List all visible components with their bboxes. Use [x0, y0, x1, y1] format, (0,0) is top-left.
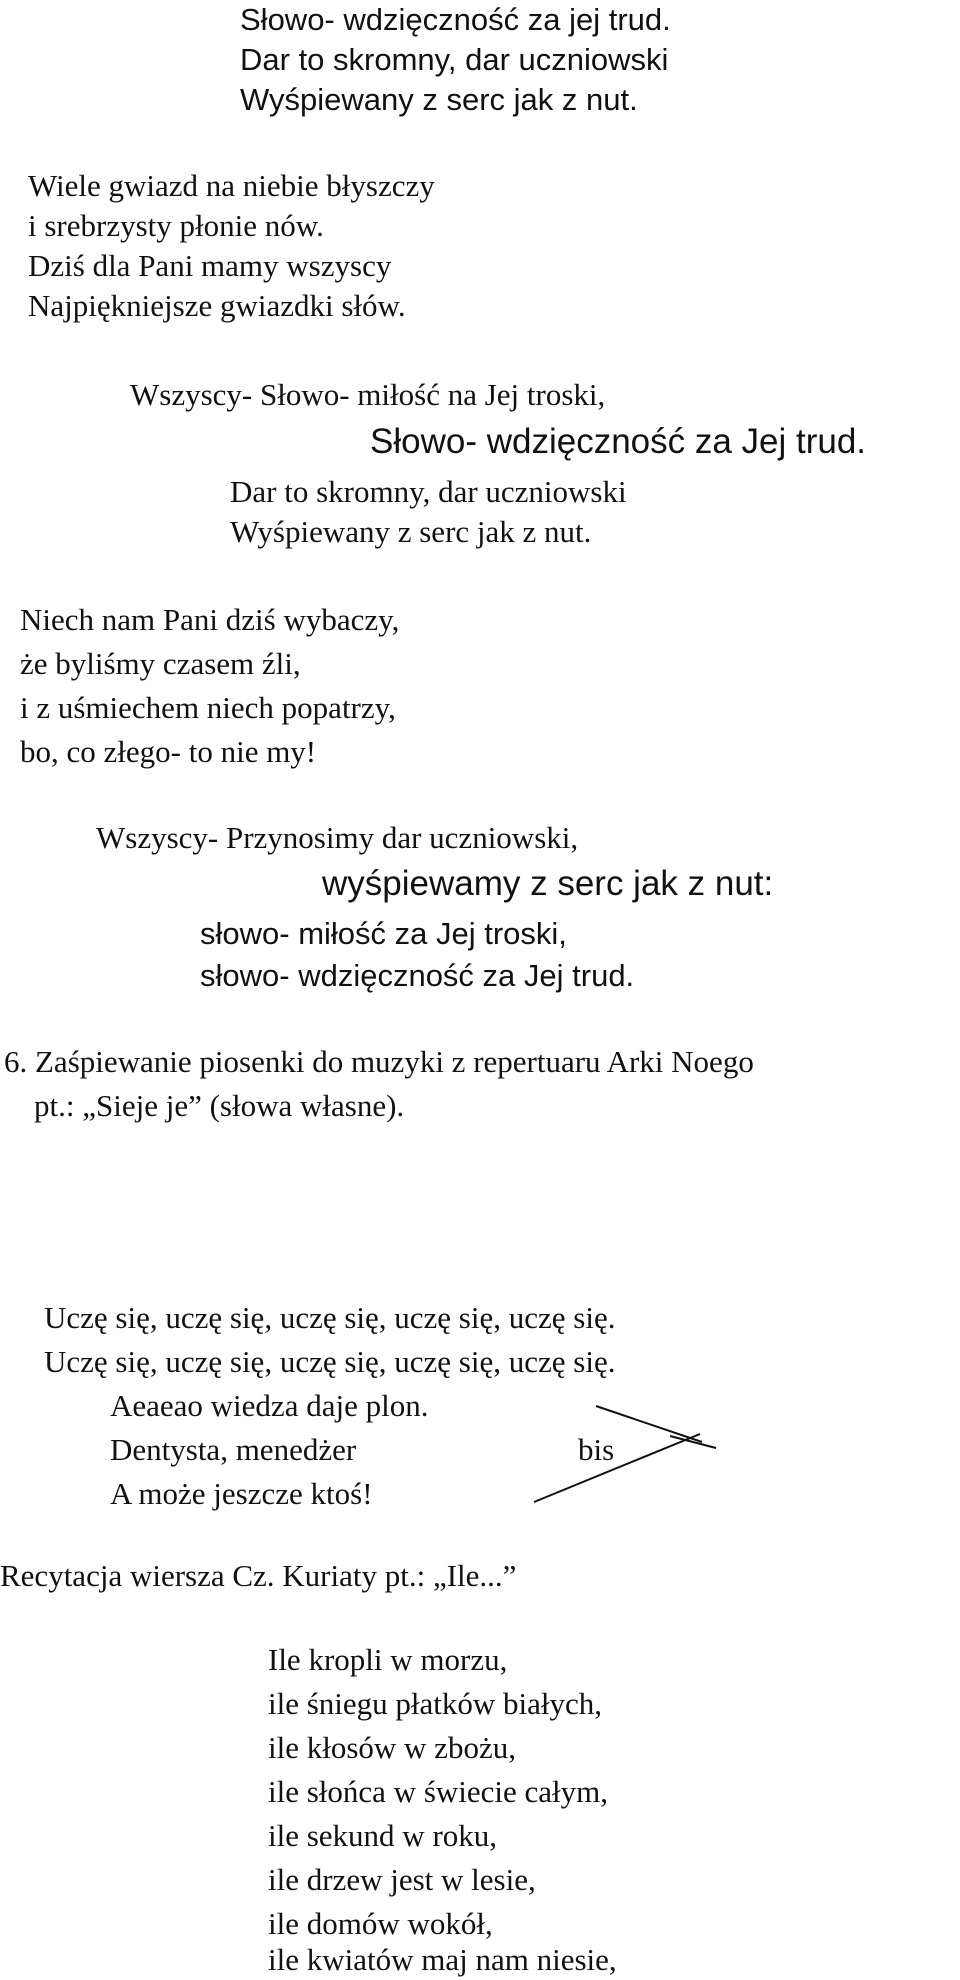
verse-1-line-1: Słowo- wdzięczność za jej trud.: [240, 2, 671, 37]
chorus-1-line-3: Dar to skromny, dar uczniowski: [230, 474, 627, 509]
verse-1-line-3: Wyśpiewany z serc jak z nut.: [240, 82, 638, 117]
stanza-stars-line-3: Dziś dla Pani mamy wszyscy: [28, 248, 392, 283]
song-line-5: A może jeszcze ktoś!: [110, 1476, 373, 1511]
song-line-4: Dentysta, menedżer: [110, 1432, 357, 1467]
song-line-1: Uczę się, uczę się, uczę się, uczę się, uczę się.: [44, 1300, 616, 1335]
stanza-forgive-line-1: Niech nam Pani dziś wybaczy,: [20, 602, 400, 637]
poem-line-4: ile słońca w świecie całym,: [268, 1774, 609, 1809]
song-line-2: Uczę się, uczę się, uczę się, uczę się, uczę się.: [44, 1344, 616, 1379]
stanza-stars-line-1: Wiele gwiazd na niebie błyszczy: [28, 168, 435, 203]
item-6-heading: 6. Zaśpiewanie piosenki do muzyki z repertuaru Arki Noego: [4, 1044, 754, 1079]
chorus-1-line-4: Wyśpiewany z serc jak z nut.: [230, 514, 592, 549]
poem-line-7: ile domów wokół,: [268, 1906, 493, 1941]
stanza-forgive-line-2: że byliśmy czasem źli,: [20, 646, 301, 681]
chorus-1-lead: Wszyscy- Słowo- miłość na Jej troski,: [130, 377, 606, 412]
stanza-stars-line-4: Najpiękniejsze gwiazdki słów.: [28, 288, 406, 323]
song-line-3: Aeaeao wiedza daje plon.: [110, 1388, 429, 1423]
poem-line-8: ile kwiatów maj nam niesie,: [268, 1942, 617, 1977]
bis-label: bis: [578, 1432, 615, 1467]
chorus-2-lead: Wszyscy- Przynosimy dar uczniowski,: [96, 820, 579, 855]
stanza-forgive-line-4: bo, co złego- to nie my!: [20, 734, 317, 769]
recitation-heading: Recytacja wiersza Cz. Kuriaty pt.: „Ile...”: [0, 1558, 517, 1593]
item-6-subtitle: pt.: „Sieje je” (słowa własne).: [34, 1088, 405, 1123]
stanza-forgive-line-3: i z uśmiechem niech popatrzy,: [20, 690, 396, 725]
verse-1-line-2: Dar to skromny, dar uczniowski: [240, 42, 669, 77]
repeat-bracket-icon: [520, 1390, 720, 1520]
poem-line-3: ile kłosów w zbożu,: [268, 1730, 516, 1765]
poem-line-6: ile drzew jest w lesie,: [268, 1862, 536, 1897]
chorus-2-line-3: słowo- miłość za Jej troski,: [200, 916, 567, 951]
stanza-stars-line-2: i srebrzysty płonie nów.: [28, 208, 324, 243]
chorus-2-line-4: słowo- wdzięczność za Jej trud.: [200, 958, 635, 993]
chorus-1-line-2: Słowo- wdzięczność za Jej trud.: [370, 422, 867, 461]
poem-line-5: ile sekund w roku,: [268, 1818, 498, 1853]
poem-line-1: Ile kropli w morzu,: [268, 1642, 508, 1677]
poem-line-2: ile śniegu płatków białych,: [268, 1686, 603, 1721]
chorus-2-line-2: wyśpiewamy z serc jak z nut:: [322, 864, 774, 903]
